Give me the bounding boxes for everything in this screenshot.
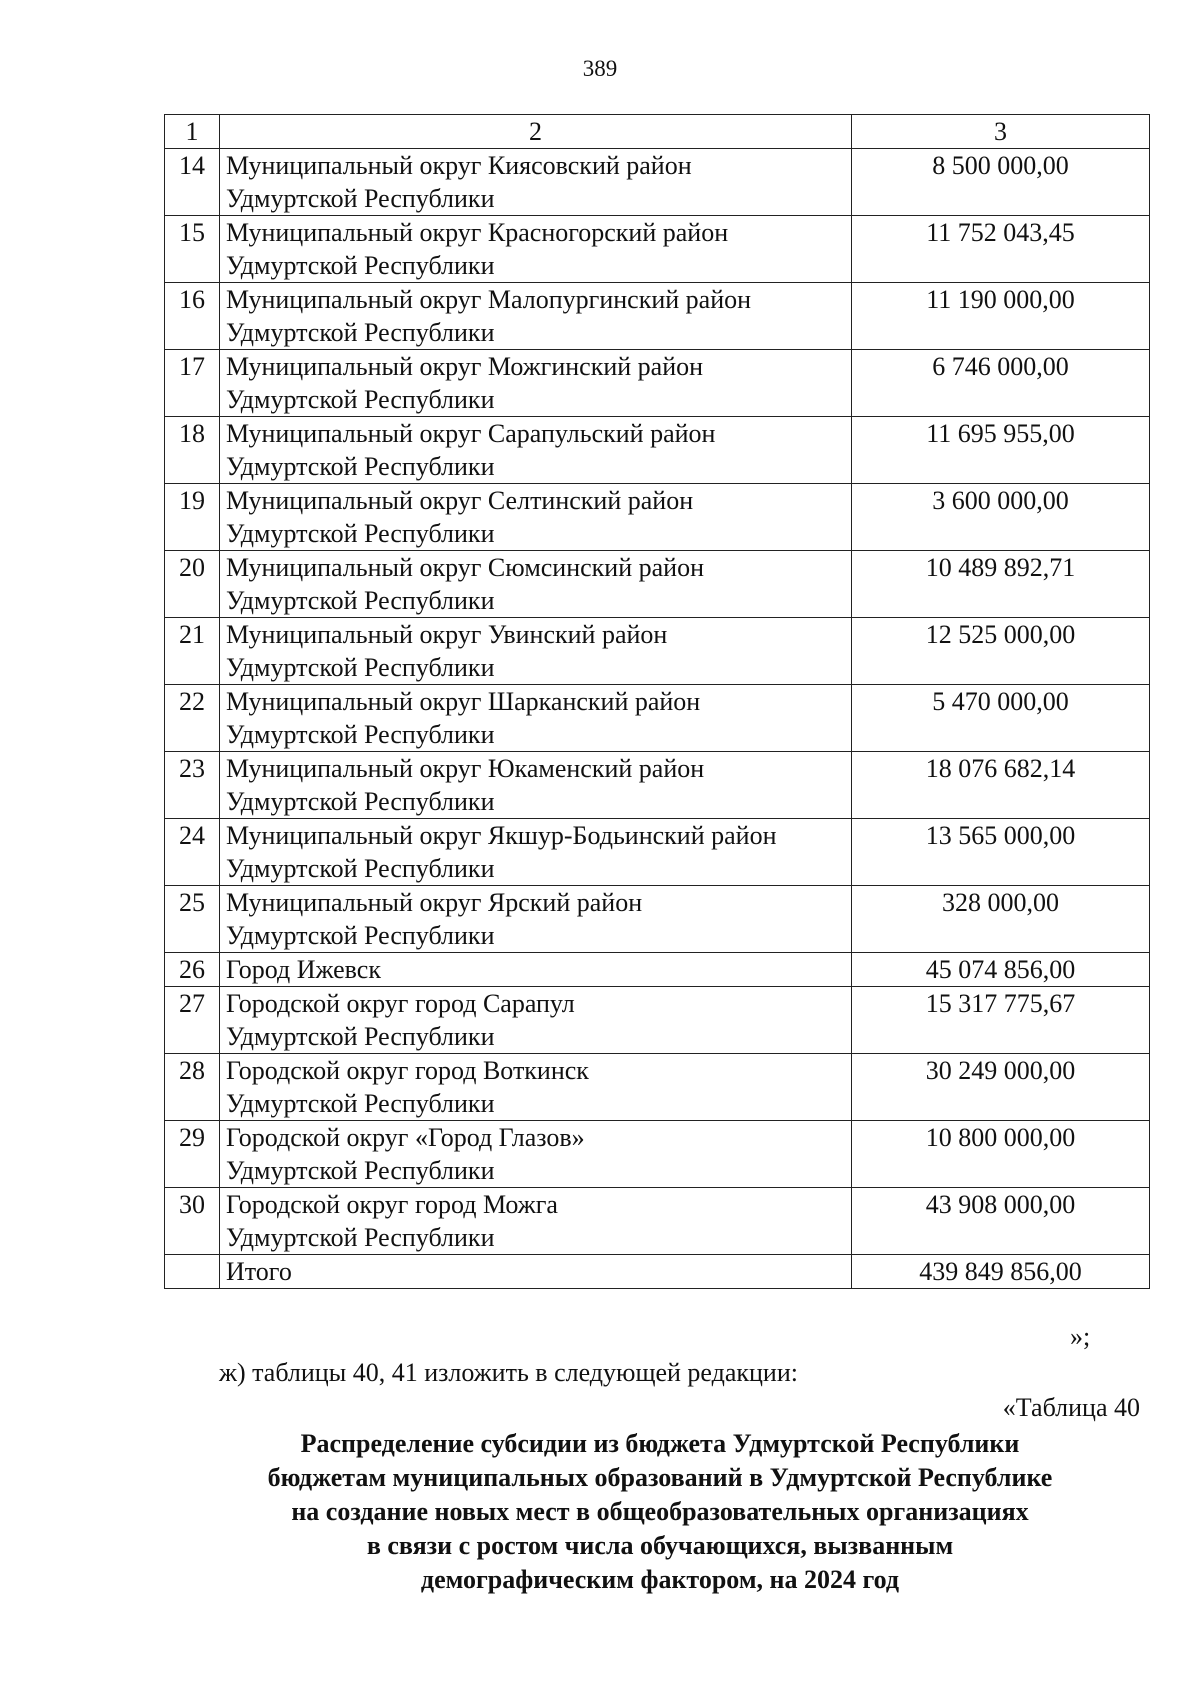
subsidy-amount: 18 076 682,14 <box>852 752 1150 819</box>
subsidy-amount: 5 470 000,00 <box>852 685 1150 752</box>
municipality-name: Муниципальный округ Увинский район Удмуртской Республики <box>220 618 852 685</box>
total-amount: 439 849 856,00 <box>852 1255 1150 1289</box>
subsidy-amount: 11 190 000,00 <box>852 283 1150 350</box>
table-row <box>165 886 1150 953</box>
table-row <box>165 1121 1150 1188</box>
row-number: 20 <box>165 551 220 618</box>
allocation-table <box>164 114 1150 1289</box>
subsidy-amount: 43 908 000,00 <box>852 1188 1150 1255</box>
subsidy-amount: 12 525 000,00 <box>852 618 1150 685</box>
row-number: 26 <box>165 953 220 987</box>
municipality-name: Муниципальный округ Юкаменский район Удмуртской Республики <box>220 752 852 819</box>
municipality-name: Муниципальный округ Шарканский район Удмуртской Республики <box>220 685 852 752</box>
table-row <box>165 283 1150 350</box>
table-row <box>165 987 1150 1054</box>
municipality-name: Муниципальный округ Сарапульский район Удмуртской Республики <box>220 417 852 484</box>
municipality-name: Муниципальный округ Киясовский район Удмуртской Республики <box>220 149 852 216</box>
column-header: 3 <box>852 115 1150 149</box>
row-number: 22 <box>165 685 220 752</box>
municipality-name: Городской округ город Сарапул Удмуртской Республики <box>220 987 852 1054</box>
total-row <box>165 1255 1150 1289</box>
table-row <box>165 819 1150 886</box>
row-number: 14 <box>165 149 220 216</box>
table-row <box>165 551 1150 618</box>
title-line: на создание новых мест в общеобразовательных организациях <box>291 1497 1029 1526</box>
table-row <box>165 685 1150 752</box>
table-row <box>165 216 1150 283</box>
table-body <box>165 149 1150 1255</box>
row-number: 17 <box>165 350 220 417</box>
municipality-name: Муниципальный округ Красногорский район Удмуртской Республики <box>220 216 852 283</box>
table-header-row <box>165 115 1150 149</box>
row-number: 21 <box>165 618 220 685</box>
row-number: 19 <box>165 484 220 551</box>
title-line: в связи с ростом числа обучающихся, вызванным <box>366 1531 954 1560</box>
table-label: «Таблица 40 <box>1002 1393 1140 1422</box>
subsidy-amount: 8 500 000,00 <box>852 149 1150 216</box>
page-number: 389 <box>582 56 618 81</box>
amendment-instruction: ж) таблицы 40, 41 изложить в следующей редакции: <box>219 1358 798 1387</box>
municipality-name: Городской округ «Город Глазов» Удмуртской Республики <box>220 1121 852 1188</box>
subsidy-amount: 3 600 000,00 <box>852 484 1150 551</box>
subsidy-amount: 10 489 892,71 <box>852 551 1150 618</box>
municipality-name: Городской округ город Можга Удмуртской Республики <box>220 1188 852 1255</box>
subsidy-amount: 45 074 856,00 <box>852 953 1150 987</box>
table-row <box>165 1188 1150 1255</box>
municipality-name: Город Ижевск <box>220 953 852 987</box>
table-row <box>165 484 1150 551</box>
table-title <box>120 1427 1200 1597</box>
table-row <box>165 752 1150 819</box>
table-row <box>165 1054 1150 1121</box>
title-line: бюджетам муниципальных образований в Удмуртской Республике <box>267 1463 1053 1492</box>
subsidy-amount: 15 317 775,67 <box>852 987 1150 1054</box>
row-number: 15 <box>165 216 220 283</box>
row-number: 29 <box>165 1121 220 1188</box>
municipality-name: Муниципальный округ Селтинский район Удмуртской Республики <box>220 484 852 551</box>
municipality-name: Муниципальный округ Можгинский район Удмуртской Республики <box>220 350 852 417</box>
column-header: 1 <box>165 115 220 149</box>
row-number: 18 <box>165 417 220 484</box>
table-row <box>165 618 1150 685</box>
row-number: 25 <box>165 886 220 953</box>
subsidy-amount: 6 746 000,00 <box>852 350 1150 417</box>
subsidy-amount: 11 752 043,45 <box>852 216 1150 283</box>
row-number: 28 <box>165 1054 220 1121</box>
row-number: 30 <box>165 1188 220 1255</box>
table-row <box>165 953 1150 987</box>
total-number-cell <box>165 1255 220 1289</box>
row-number: 24 <box>165 819 220 886</box>
closing-quote: »; <box>1070 1322 1091 1351</box>
municipality-name: Муниципальный округ Ярский район Удмуртской Республики <box>220 886 852 953</box>
subsidy-amount: 30 249 000,00 <box>852 1054 1150 1121</box>
title-line: демографическим фактором, на 2024 год <box>420 1565 900 1594</box>
column-header: 2 <box>220 115 852 149</box>
subsidy-amount: 328 000,00 <box>852 886 1150 953</box>
municipality-name: Муниципальный округ Сюмсинский район Удмуртской Республики <box>220 551 852 618</box>
row-number: 16 <box>165 283 220 350</box>
row-number: 23 <box>165 752 220 819</box>
total-label: Итого <box>220 1255 852 1289</box>
row-number: 27 <box>165 987 220 1054</box>
table-row <box>165 350 1150 417</box>
municipality-name: Муниципальный округ Якшур-Бодьинский район Удмуртской Республики <box>220 819 852 886</box>
subsidy-amount: 13 565 000,00 <box>852 819 1150 886</box>
table-row <box>165 417 1150 484</box>
municipality-name: Городской округ город Воткинск Удмуртской Республики <box>220 1054 852 1121</box>
municipality-name: Муниципальный округ Малопургинский район Удмуртской Республики <box>220 283 852 350</box>
subsidy-amount: 11 695 955,00 <box>852 417 1150 484</box>
subsidy-amount: 10 800 000,00 <box>852 1121 1150 1188</box>
title-line: Распределение субсидии из бюджета Удмуртской Республики <box>300 1429 1020 1458</box>
table-row <box>165 149 1150 216</box>
